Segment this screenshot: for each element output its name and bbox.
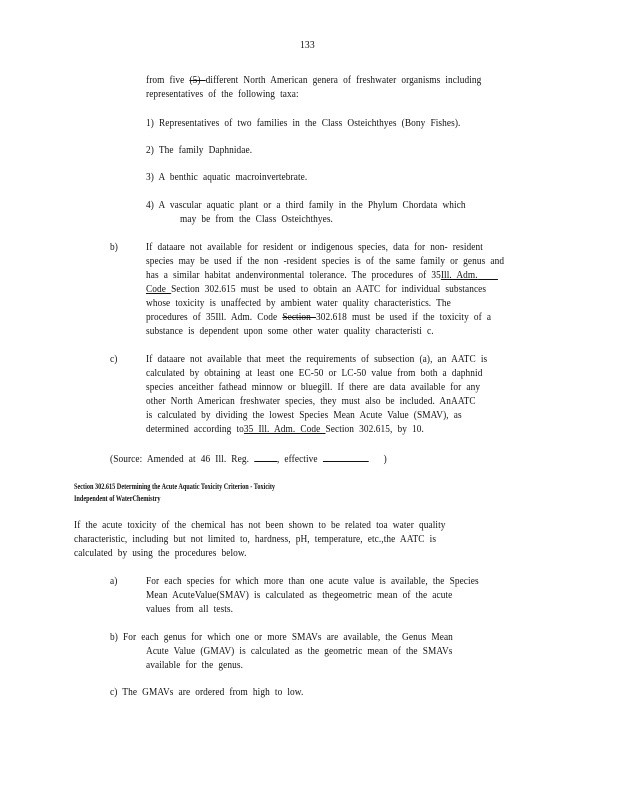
source-note-b: , effective <box>276 454 323 465</box>
taxa-item-4-cont: may be from the Class Osteichthyes. <box>180 214 333 225</box>
intro-line-1-strike: (5) <box>189 75 206 86</box>
para-b-label: b) <box>110 242 118 253</box>
para-b-line-6-a: procedures of 35Ill. Adm. Code <box>146 312 283 323</box>
para-b-line-4 <box>146 283 486 297</box>
item-a-line-2: Mean AcuteValue(SMAV) is calculated as thegeometric mean of the acute <box>146 590 453 601</box>
intro-line-1 <box>146 74 481 88</box>
para-c-line-4: other North American freshwater species, they must also be included. AnAATC <box>146 396 476 407</box>
para-c-line-5: is calculated by dividing the lowest Species Mean Acute Value (SMAV), as <box>146 410 462 421</box>
item-b-line-3: available for the genus. <box>146 660 244 671</box>
source-note <box>110 451 387 467</box>
item-c-line-1: c) The GMAVs are ordered from high to low. <box>110 687 304 698</box>
item-a-line-3: values from all tests. <box>146 604 234 615</box>
body-para-line-3: calculated by using the procedures below. <box>74 548 247 559</box>
item-b-line-1: b) For each genus for which one or more SMAVs are available, the Genus Mean <box>110 632 453 643</box>
para-b-line-2: species may be used if the non -resident species is of the same family or genus and <box>146 256 505 267</box>
para-b-line-1: If dataare not available for resident or indigenous species, data for non- resident <box>146 242 483 253</box>
para-b-line-4-underlined: Code <box>146 284 172 295</box>
para-c-line-2: calculated by obtaining at least one EC-50 or LC-50 value from both a daphnid <box>146 368 483 379</box>
source-note-a: (Source: Amended at 46 Ill. Reg. <box>110 454 255 465</box>
taxa-item-4: 4) A vascular aquatic plant or a third family in the Phylum Chordata which <box>146 200 466 211</box>
para-b-line-3 <box>146 269 498 283</box>
taxa-item-2: 2) The family Daphnidae. <box>146 145 253 156</box>
para-c-line-6-b: Section 302.615, by 10. <box>325 424 424 435</box>
para-b-line-7: substance is dependent upon some other water quality characteristi c. <box>146 326 434 337</box>
para-b-line-3-text: has a similar habitat andenvironmental tolerance. The procedures of 35 <box>146 270 441 281</box>
intro-line-1-a: from five <box>146 75 190 86</box>
page-number: 133 <box>300 39 315 51</box>
para-c-line-6-a: determined according to <box>146 424 244 435</box>
para-c-line-1: If dataare not available that meet the requirements of subsection (a), an AATC is <box>146 354 488 365</box>
body-para-line-2: characteristic, including but not limited to, hardness, pH, temperature, etc.,the AATC is <box>74 534 437 545</box>
para-b-line-6 <box>146 311 491 325</box>
section-heading-line-1: Section 302.615 Determining the Acute Aquatic Toxicity Criterion - Toxicity <box>74 482 276 491</box>
para-c-label: c) <box>110 354 118 365</box>
intro-line-2: representatives of the following taxa: <box>146 89 299 100</box>
item-a-label: a) <box>110 576 118 587</box>
source-blank-date <box>323 451 369 462</box>
intro-line-1-b: different North American genera of freshwater organisms including <box>205 75 482 86</box>
para-b-line-5: whose toxicity is unaffected by ambient water quality characteristics. The <box>146 298 451 309</box>
para-b-line-4-rest: Section 302.615 must be used to obtain an AATC for individual substances <box>171 284 487 295</box>
para-b-line-6-b: 302.618 must be used if the toxicity of a <box>315 312 492 323</box>
taxa-item-1: 1) Representatives of two families in the Class Osteichthyes (Bony Fishes). <box>146 118 461 129</box>
para-b-line-3-underlined: Ill. Adm. <box>440 270 478 281</box>
para-c-line-3: species anceither fathead minnow or bluegill. If there are data available for any <box>146 382 481 393</box>
para-b-line-6-strike: Section <box>282 312 316 323</box>
item-a-line-1: For each species for which more than one acute value is available, the Species <box>146 576 479 587</box>
body-para-line-1: If the acute toxicity of the chemical has not been shown to be related toa water quality <box>74 520 446 531</box>
item-b-line-2: Acute Value (GMAV) is calculated as the geometric mean of the SMAVs <box>146 646 453 657</box>
section-heading-line-2: Independent of WaterChemistry <box>74 494 161 503</box>
para-c-line-6-underlined: 35 Ill. Adm. Code <box>243 424 326 435</box>
source-note-c: ) <box>383 454 387 465</box>
source-blank-reg <box>254 451 277 462</box>
para-c-line-6 <box>146 423 424 437</box>
taxa-item-3: 3) A benthic aquatic macroinvertebrate. <box>146 172 308 183</box>
